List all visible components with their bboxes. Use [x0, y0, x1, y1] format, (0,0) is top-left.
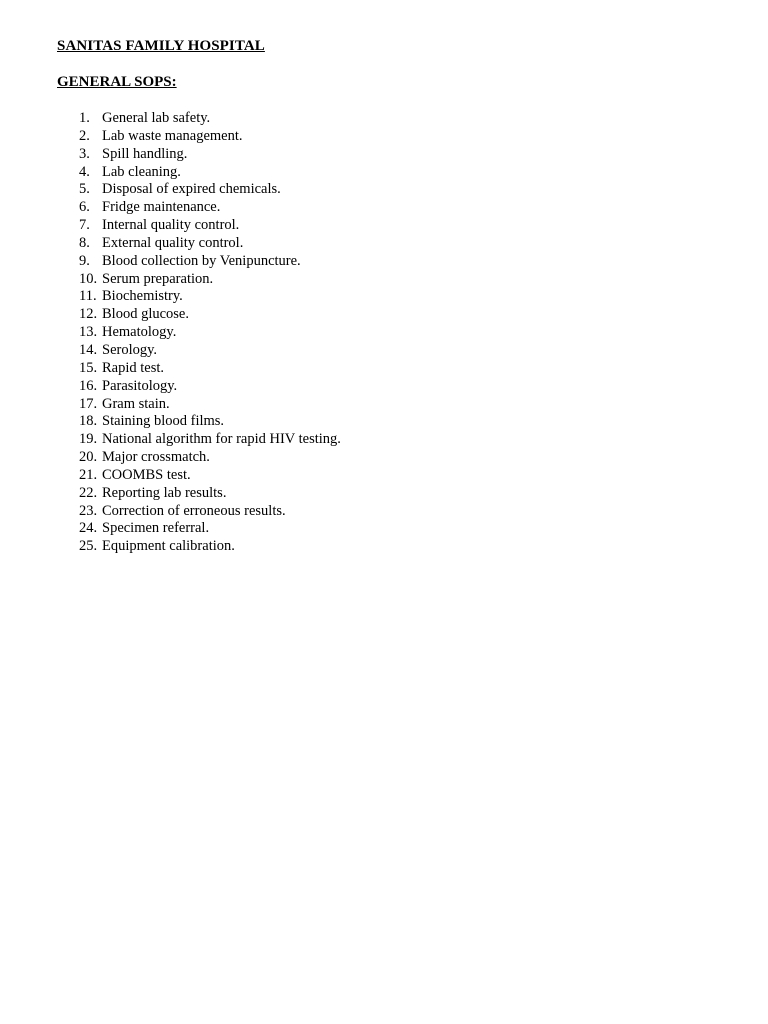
- list-item-text: National algorithm for rapid HIV testing.: [102, 431, 341, 448]
- list-item-number: 25.: [79, 538, 98, 555]
- list-item-number: 20.: [79, 449, 98, 466]
- list-item-number: 1.: [79, 110, 90, 126]
- list-item-text: Hematology.: [102, 324, 177, 341]
- list-item-number: 5.: [79, 181, 90, 198]
- list-item-text: Rapid test.: [102, 359, 165, 376]
- list-item-number: 14.: [79, 341, 98, 358]
- list-item-number: 6.: [79, 199, 90, 216]
- list-item-number: 11.: [79, 288, 97, 305]
- list-item-number: 13.: [79, 324, 98, 341]
- list-item-text: Equipment calibration.: [102, 538, 235, 555]
- list-item-number: 16.: [79, 377, 98, 394]
- list-item-number: 15.: [79, 359, 98, 376]
- list-item-number: 17.: [79, 395, 98, 412]
- list-item-text: Serology.: [102, 341, 158, 358]
- list-item-text: Parasitology.: [102, 377, 178, 394]
- list-item-number: 12.: [79, 306, 98, 323]
- list-item-text: Major crossmatch.: [102, 449, 210, 466]
- list-item-number: 21.: [79, 466, 98, 483]
- list-item-number: 22.: [79, 484, 98, 501]
- list-item-text: Reporting lab results.: [102, 484, 227, 501]
- list-item-number: 3.: [79, 145, 90, 162]
- list-item-number: 10.: [79, 270, 98, 287]
- list-item-text: Specimen referral.: [102, 520, 210, 537]
- list-item-text: Lab cleaning.: [102, 163, 181, 180]
- list-item-number: 18.: [79, 413, 98, 430]
- list-item-text: Fridge maintenance.: [102, 199, 221, 216]
- list-item-text: Staining blood films.: [102, 413, 225, 430]
- list-item-number: 2.: [79, 127, 90, 144]
- list-item-text: Internal quality control.: [102, 217, 240, 234]
- list-item-text: Gram stain.: [102, 395, 170, 412]
- list-item-number: 19.: [79, 431, 98, 448]
- list-item-number: 9.: [79, 252, 90, 269]
- list-item-text: Biochemistry.: [102, 288, 183, 305]
- document-title: SANITAS FAMILY HOSPITAL: [57, 38, 265, 54]
- list-item-number: 24.: [79, 520, 98, 537]
- list-item-number: 7.: [79, 217, 90, 234]
- list-item-text: Correction of erroneous results.: [102, 502, 286, 519]
- list-item-text: General lab safety.: [102, 110, 211, 126]
- list-item-number: 8.: [79, 234, 90, 251]
- list-item-text: External quality control.: [102, 234, 244, 251]
- list-item-text: Spill handling.: [102, 145, 188, 162]
- list-item-text: Lab waste management.: [102, 127, 243, 144]
- list-item-text: Disposal of expired chemicals.: [102, 181, 281, 198]
- list-item-number: 23.: [79, 502, 98, 519]
- section-heading: GENERAL SOPS:: [57, 74, 177, 90]
- list-item-number: 4.: [79, 163, 90, 180]
- list-item-text: Blood glucose.: [102, 306, 189, 323]
- list-item-text: Blood collection by Venipuncture.: [102, 252, 301, 269]
- list-item-text: Serum preparation.: [102, 270, 214, 287]
- list-item-text: COOMBS test.: [102, 466, 191, 483]
